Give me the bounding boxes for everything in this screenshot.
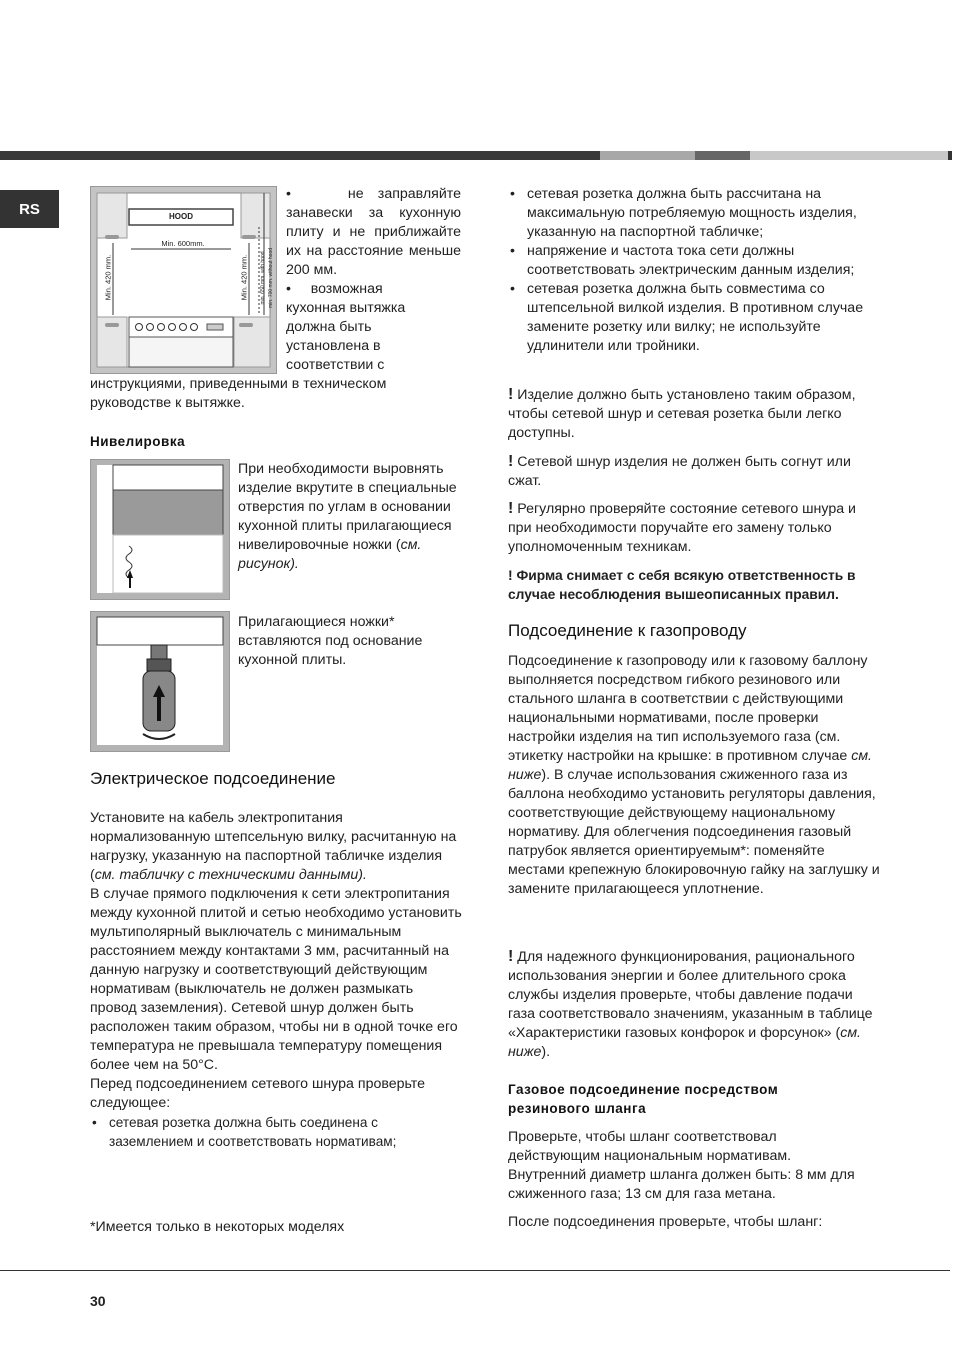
electric-title: Электрическое подсоединение xyxy=(90,769,336,788)
gas-note-italic: см. ниже xyxy=(508,1025,861,1060)
header-bar-mid xyxy=(600,151,695,160)
note-access xyxy=(508,385,880,443)
foot-drawing xyxy=(91,612,229,751)
hood-note-tail: инструкциями, приведенными в техническом руководстве к вытяжке. xyxy=(90,376,387,411)
electric-p1 xyxy=(90,809,462,885)
hood-note-line-1: возможная xyxy=(310,281,383,297)
page-number: 30 xyxy=(90,1293,106,1309)
gas-p1 xyxy=(508,652,880,899)
note-liability-text: Фирма снимает с себя всякую ответственность в случае несоблюдения вышеописанных правил. xyxy=(508,568,856,602)
hood-label: HOOD xyxy=(169,212,193,221)
electric-bullet: • сетевая розетка должна быть соединена с заземлением и соответствовать нормативам; xyxy=(90,1113,462,1151)
rubber-p2: После подсоединения проверьте, чтобы шланг: xyxy=(508,1214,823,1230)
min420-right-label: Min. 420 mm. xyxy=(240,243,249,313)
warning-mark: ! xyxy=(508,386,514,403)
socket-checks xyxy=(508,185,880,356)
gas-p1-text: Подсоединение к газопроводу или к газовому баллону выполняется посредством гибкого резинового или стального шланга в соответствии с действующими национальными нормативами, после проверки настройки изделия на тип используемого газа (см. этикетку настройки на крышке: в противном случае xyxy=(508,653,868,764)
leveling-text xyxy=(238,460,466,574)
socket-check-3: • сетевая розетка должна быть совместима со штепсельной вилкой изделия. В противном случае замените розетку или вилку; не используйте удлинители или тройники. xyxy=(508,280,880,356)
feet-text: Прилагающиеся ножки* вставляются под основание кухонной плиты. xyxy=(238,614,423,668)
note-cord-text: Сетевой шнур изделия не должен быть согнут или сжат. xyxy=(508,454,851,489)
footer-rule xyxy=(0,1270,950,1271)
min600-label: Min. 600mm. xyxy=(143,239,223,248)
rubber-p1: Проверьте, чтобы шланг соответствовал действующим национальным нормативам. Внутренний диаметр шланга должен быть: 8 мм для сжиженного газа; 13 см для газа метана. xyxy=(508,1129,855,1202)
electric-p1-italic: см. табличку с техническими данными). xyxy=(94,867,367,883)
bullet-mark: • xyxy=(286,281,311,297)
socket-check-1: • сетевая розетка должна быть рассчитана на максимальную потребляемую мощность изделия, указанную на паспортной табличке; xyxy=(508,185,880,242)
rubber-title: Газовое подсоединение посредством резинового шланга xyxy=(508,1082,779,1116)
hood-note-line-2: кухонная вытяжка xyxy=(286,300,406,316)
foot-figure xyxy=(90,611,230,752)
gas-p1-tail: ). В случае использования сжиженного газа из баллона необходимо установить регуляторы давления, соответствующие действующему национальному нормативу. Для облегчения подсоединения газовый патрубок является ориентируемым*: поменяйте местами крепежную блокировочную гайку на заглушку и замените прилагающееся уплотнение. xyxy=(508,767,880,897)
note-liability xyxy=(508,566,888,604)
hood-note-line-3: должна быть xyxy=(286,319,372,335)
footnote: *Имеется только в некоторых моделях xyxy=(90,1219,345,1235)
leveling-title: Нивелировка xyxy=(90,434,186,449)
warning-mark: ! xyxy=(508,500,514,517)
header-bar-dark xyxy=(0,151,600,160)
note-access-text: Изделие должно быть установлено таким образом, чтобы сетевой шнур и сетевая розетка были легко доступны. xyxy=(508,387,856,441)
gas-note xyxy=(508,947,880,1062)
header-bar-dark2 xyxy=(695,151,750,160)
note-check-text: Регулярно проверяйте состояние сетевого шнура и при необходимости поручайте его замену только уполномоченным техникам. xyxy=(508,501,856,555)
note-check xyxy=(508,499,880,557)
curtain-warning xyxy=(286,185,461,280)
leveling-drawing xyxy=(91,460,229,599)
hood-note-line-5: соответствии с xyxy=(286,357,385,373)
hood-note-line-4: установлена в xyxy=(286,338,381,354)
electric-p3: Перед подсоединением сетевого шнура проверьте следующее: xyxy=(90,1076,426,1111)
gas-title: Подсоединение к газопроводу xyxy=(508,621,747,640)
electric-p2: В случае прямого подключения к сети электропитания между кухонной плитой и сетью необходимо установить мультиполярный выключатель с минимальным расстоянием между контактами 3 мм, расчитанный на данную нагрузку и соответствующий действующим нормативам (выключатель не должен размыкать провод заземления). Сетевой шнур должен быть расположен таким образом, чтобы ни в одной точке его температура не превышала температуру помещения более чем на 50°C. xyxy=(90,886,462,1073)
hood-note-line xyxy=(286,280,461,299)
warning-mark: ! xyxy=(508,567,513,583)
warning-mark: ! xyxy=(508,453,514,470)
bullet-mark: • xyxy=(286,186,348,202)
gas-note-text: Для надежного функционирования, рационального использования энергии и более длительного срока службы изделия проверьте, чтобы давление подачи газа соответствовало значениям, указанным в таблице «Характеристики газовых конфорок и форсунок» ( xyxy=(508,949,873,1041)
leveling-figure xyxy=(90,459,230,600)
min420-left-label: Min. 420 mm. xyxy=(104,243,113,313)
header-bar-light xyxy=(750,151,948,160)
min700-label: min. 700 mm. without hood xyxy=(268,247,274,309)
min650-label: min. 650 mm. with hood xyxy=(260,251,266,305)
electric-section xyxy=(90,809,462,1151)
gas-note-tail: ). xyxy=(541,1044,551,1060)
hood-clearance-figure xyxy=(90,186,277,374)
gas-p1-italic: см. ниже xyxy=(508,748,872,783)
curtain-warning-text: не заправляйте занавески за кухонную плиту и не приближайте их на расстояние меньше 200 мм. xyxy=(286,186,461,278)
leveling-text-body: При необходимости выровнять изделие вкрутите в специальные отверстия по углам в основании кухонной плиты прилагающиеся нивелировочные ножки ( xyxy=(238,461,457,553)
leveling-text-italic: см. рисунок). xyxy=(238,537,422,572)
socket-check-2: • напряжение и частота тока сети должны соответствовать электрическим данным изделия; xyxy=(508,242,880,280)
header-bar-end xyxy=(948,151,952,160)
electric-p1-text: Установите на кабель электропитания нормализованную штепсельную вилку, расчитанную на нагрузку, указанную на паспортной табличке изделия ( xyxy=(90,810,457,883)
language-tab: RS xyxy=(0,190,59,228)
warning-mark: ! xyxy=(508,948,514,965)
note-cord xyxy=(508,452,880,491)
hood-install-note xyxy=(286,280,461,375)
